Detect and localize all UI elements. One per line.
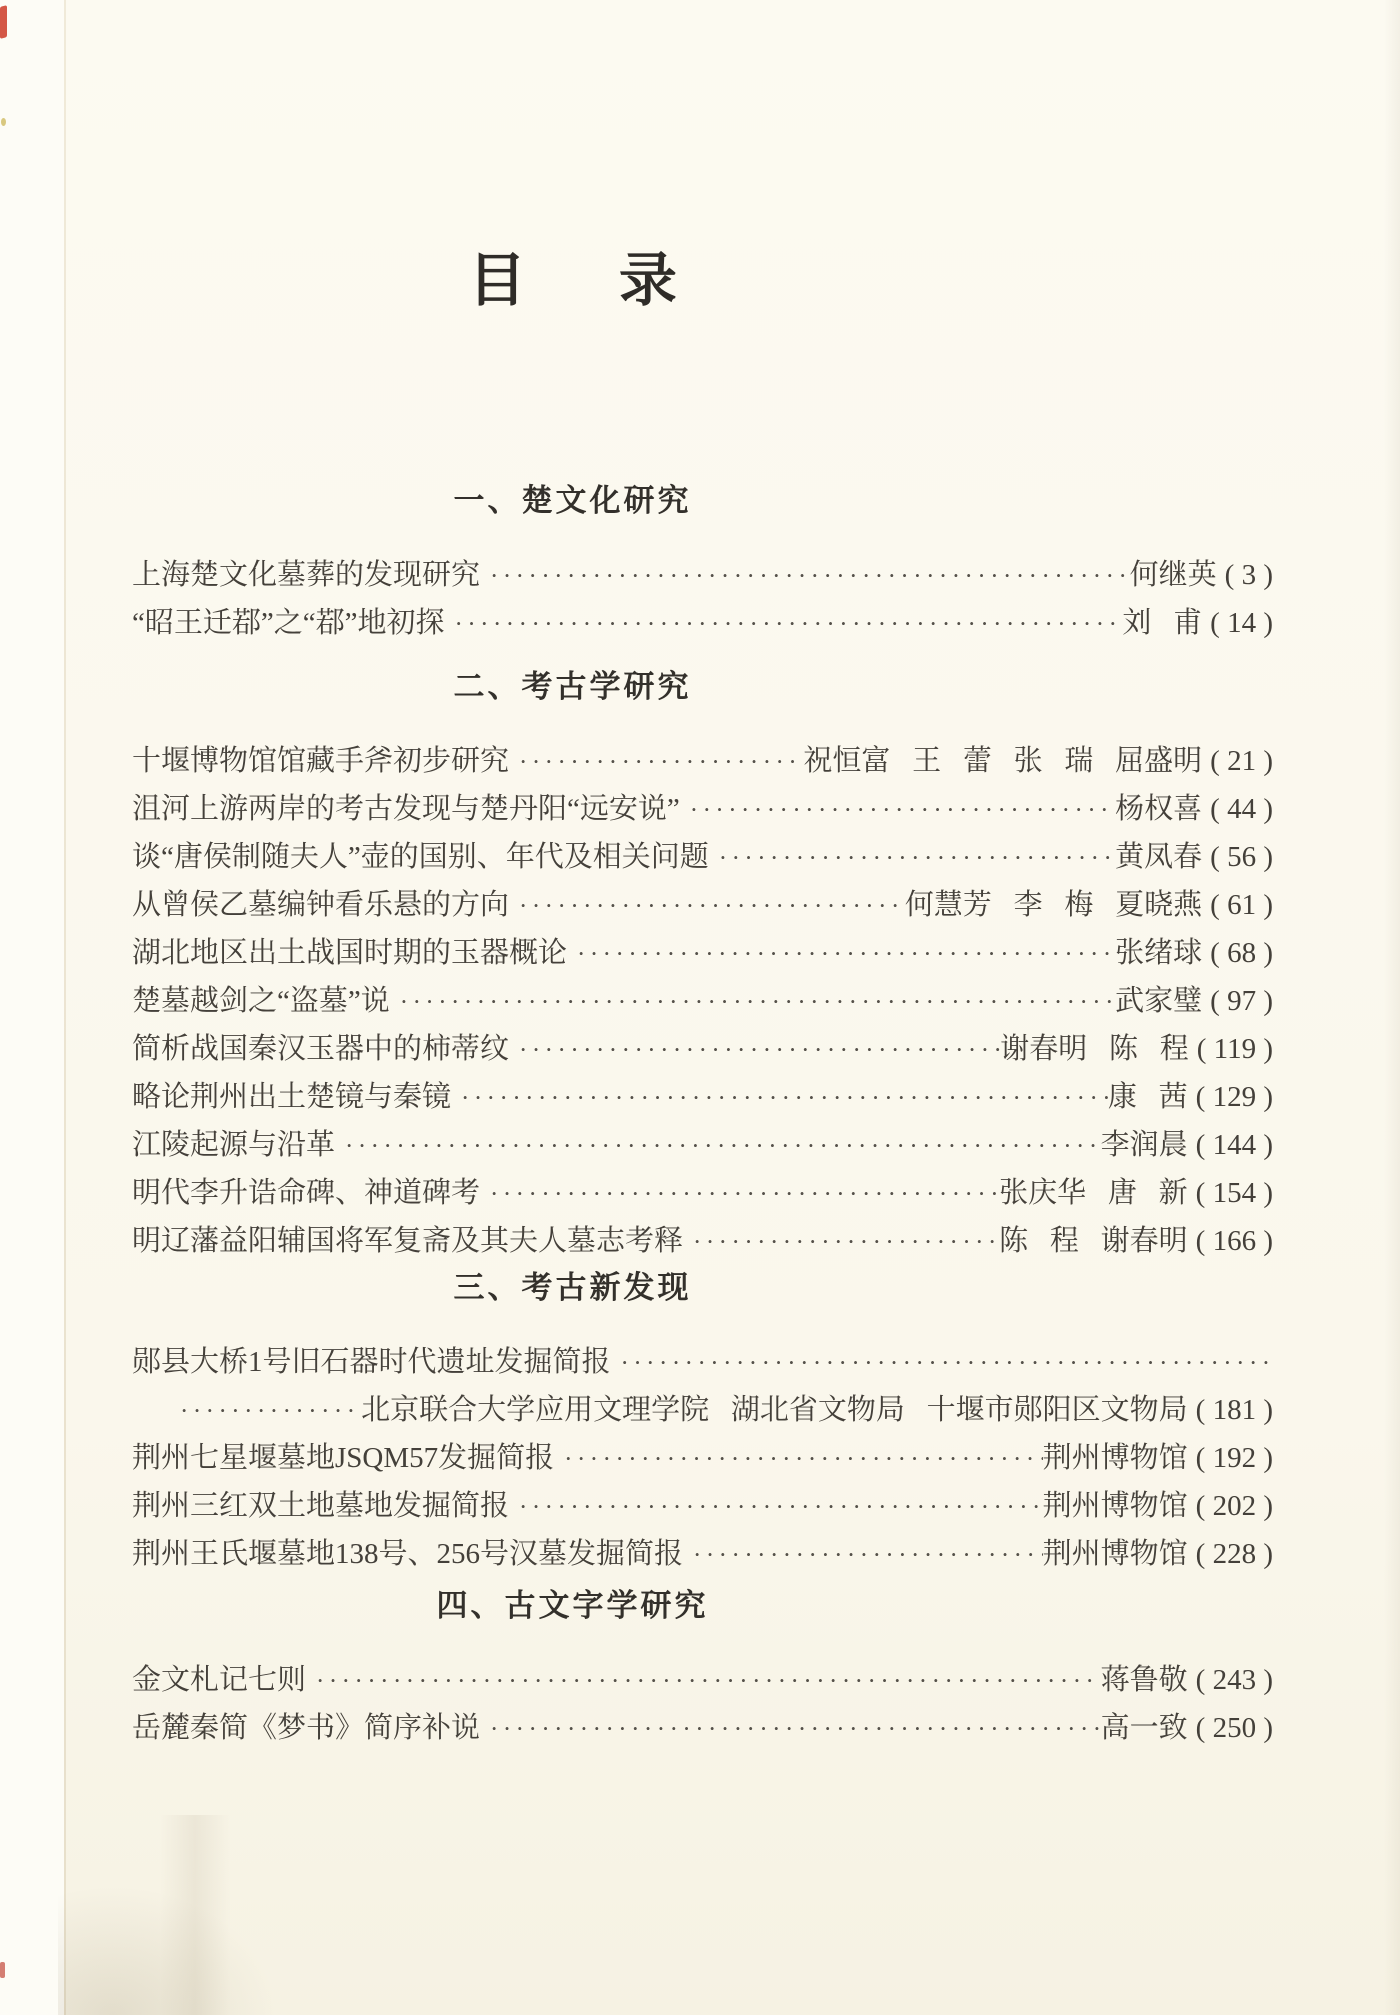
toc-entry bbox=[132, 1218, 1273, 1266]
section-heading: 二、考古学研究 bbox=[453, 669, 692, 704]
toc-entry bbox=[132, 786, 1273, 834]
entry-page-number: ( 181 ) bbox=[1195, 1394, 1273, 1426]
entry-title: 楚墓越剑之“盗墓”说 bbox=[132, 985, 390, 1017]
entry-page-number: ( 68 ) bbox=[1210, 937, 1273, 969]
dot-leader bbox=[480, 1706, 1101, 1753]
entry-title: 江陵起源与沿革 bbox=[132, 1129, 336, 1161]
section-entries bbox=[132, 738, 1273, 1266]
entry-authors: 荆州博物馆 bbox=[1042, 1538, 1188, 1570]
dot-leader bbox=[509, 1484, 1043, 1531]
entry-page-number: ( 97 ) bbox=[1210, 985, 1273, 1017]
entry-authors: 张庆华 唐 新 bbox=[999, 1177, 1188, 1209]
entry-page-number: ( 166 ) bbox=[1195, 1225, 1273, 1257]
toc-entry bbox=[132, 882, 1273, 930]
entry-authors: 康 茜 bbox=[1107, 1081, 1188, 1113]
section-paleography bbox=[132, 1589, 1273, 1753]
dot-leader bbox=[509, 739, 803, 786]
entry-title: 郧县大桥1号旧石器时代遗址发掘简报 bbox=[132, 1346, 611, 1378]
toc-entry bbox=[132, 1435, 1273, 1483]
entry-page-number: ( 202 ) bbox=[1195, 1490, 1273, 1522]
toc-entry-continuation-line bbox=[132, 1387, 1273, 1435]
entry-title: 简析战国秦汉玉器中的柿蒂纹 bbox=[132, 1033, 510, 1065]
entry-title: 荆州三红双土地墓地发掘简报 bbox=[132, 1490, 510, 1522]
section-archaeology-research bbox=[132, 670, 1273, 1266]
scan-artifact-speck bbox=[1, 118, 6, 126]
dot-leader bbox=[683, 1532, 1043, 1579]
dot-leader bbox=[509, 1027, 1000, 1074]
entry-title: 荆州王氏堰墓地138号、256号汉墓发掘简报 bbox=[132, 1538, 684, 1570]
dot-leader bbox=[445, 601, 1123, 648]
toc-entry bbox=[132, 1122, 1273, 1170]
entry-title: 十堰博物馆馆藏手斧初步研究 bbox=[132, 745, 510, 777]
entry-authors: 何慧芳 李 梅 夏晓燕 bbox=[904, 889, 1203, 921]
section-entries bbox=[132, 552, 1273, 648]
section-entries bbox=[132, 1657, 1273, 1753]
dot-leader bbox=[709, 835, 1115, 882]
entry-authors: 何继英 bbox=[1129, 559, 1217, 591]
dot-leader bbox=[335, 1123, 1101, 1170]
entry-title: 上海楚文化墓葬的发现研究 bbox=[132, 559, 481, 591]
entry-authors: 张绪球 bbox=[1115, 937, 1203, 969]
toc-entry bbox=[132, 738, 1273, 786]
entry-title: 沮河上游两岸的考古发现与楚丹阳“远安说” bbox=[132, 793, 680, 825]
entry-page-number: ( 192 ) bbox=[1195, 1442, 1273, 1474]
entry-title: 金文札记七则 bbox=[132, 1664, 307, 1696]
entry-authors: 杨权喜 bbox=[1115, 793, 1203, 825]
dot-leader bbox=[683, 1219, 999, 1266]
entry-page-number: ( 119 ) bbox=[1196, 1033, 1273, 1065]
toc-entry bbox=[132, 600, 1273, 648]
entry-page-number: ( 250 ) bbox=[1195, 1712, 1273, 1744]
toc-entry bbox=[132, 930, 1273, 978]
entry-authors: 蒋鲁敬 bbox=[1100, 1664, 1188, 1696]
entry-page-number: ( 21 ) bbox=[1210, 745, 1273, 777]
entry-authors: 陈 程 谢春明 bbox=[999, 1225, 1188, 1257]
entry-page-number: ( 14 ) bbox=[1210, 607, 1273, 639]
toc-entry bbox=[132, 1170, 1273, 1218]
section-heading: 三、考古新发现 bbox=[453, 1270, 692, 1305]
entry-title: “昭王迁鄀”之“鄀”地初探 bbox=[132, 607, 445, 639]
dot-leader bbox=[611, 1340, 1273, 1387]
entry-authors: 李润晨 bbox=[1100, 1129, 1188, 1161]
section-entries bbox=[132, 1339, 1273, 1579]
entry-title: 湖北地区出土战国时期的玉器概论 bbox=[132, 937, 568, 969]
entry-authors: 北京联合大学应用文理学院 湖北省文物局 十堰市郧阳区文物局 bbox=[361, 1394, 1188, 1426]
entry-page-number: ( 154 ) bbox=[1195, 1177, 1273, 1209]
section-chu-culture bbox=[132, 484, 1273, 648]
page-right-shade bbox=[1384, 0, 1400, 2015]
dot-leader bbox=[480, 553, 1130, 600]
entry-authors: 祝恒富 王 蕾 张 瑞 屈盛明 bbox=[803, 745, 1203, 777]
entry-page-number: ( 144 ) bbox=[1195, 1129, 1273, 1161]
dot-leader bbox=[306, 1658, 1101, 1705]
section-heading: 四、古文字学研究 bbox=[436, 1588, 709, 1623]
entry-page-number: ( 44 ) bbox=[1210, 793, 1273, 825]
entry-page-number: ( 228 ) bbox=[1195, 1538, 1273, 1570]
entry-authors: 刘 甫 bbox=[1122, 607, 1203, 639]
entry-authors: 谢春明 陈 程 bbox=[1000, 1033, 1189, 1065]
dot-leader bbox=[567, 931, 1115, 978]
section-heading: 一、楚文化研究 bbox=[453, 483, 692, 518]
toc-entry bbox=[132, 1657, 1273, 1705]
entry-page-number: ( 56 ) bbox=[1210, 841, 1273, 873]
toc-entry bbox=[132, 1531, 1273, 1579]
toc-entry bbox=[132, 834, 1273, 882]
binding-crease bbox=[160, 1815, 230, 2015]
toc-entry-title-line bbox=[132, 1339, 1273, 1387]
scan-artifact-red-top bbox=[0, 5, 7, 39]
entry-title: 谈“唐侯制随夫人”壶的国别、年代及相关问题 bbox=[132, 841, 709, 873]
entry-page-number: ( 61 ) bbox=[1210, 889, 1273, 921]
entry-title: 岳麓秦简《梦书》简序补说 bbox=[132, 1712, 481, 1744]
scan-artifact-red-bottom bbox=[0, 1962, 5, 1978]
entry-page-number: ( 129 ) bbox=[1195, 1081, 1273, 1113]
dot-leader bbox=[451, 1075, 1108, 1122]
toc-entry bbox=[132, 1705, 1273, 1753]
dot-leader bbox=[680, 787, 1115, 834]
toc-entry bbox=[132, 1026, 1273, 1074]
entry-title: 略论荆州出土楚镜与秦镜 bbox=[132, 1081, 452, 1113]
toc-entry bbox=[132, 552, 1273, 600]
entry-title: 从曾侯乙墓编钟看乐悬的方向 bbox=[132, 889, 510, 921]
entry-authors: 荆州博物馆 bbox=[1042, 1442, 1188, 1474]
toc-entry bbox=[132, 1074, 1273, 1122]
dot-leader bbox=[480, 1171, 999, 1218]
entry-authors: 武家璧 bbox=[1115, 985, 1203, 1017]
toc-entry bbox=[132, 978, 1273, 1026]
page-title: 目录 bbox=[468, 248, 770, 313]
section-new-discoveries bbox=[132, 1271, 1273, 1579]
dot-leader bbox=[390, 979, 1115, 1026]
entry-title: 明辽藩益阳辅国将军复斋及其夫人墓志考释 bbox=[132, 1225, 684, 1257]
dot-leader bbox=[554, 1436, 1043, 1483]
entry-page-number: ( 243 ) bbox=[1195, 1664, 1273, 1696]
dot-leader bbox=[509, 883, 905, 930]
toc-entry bbox=[132, 1483, 1273, 1531]
entry-authors: 黄凤春 bbox=[1115, 841, 1203, 873]
entry-authors: 高一致 bbox=[1100, 1712, 1188, 1744]
entry-title: 荆州七星堰墓地JSQM57发掘简报 bbox=[132, 1442, 555, 1474]
entry-title: 明代李升诰命碑、神道碑考 bbox=[132, 1177, 481, 1209]
entry-authors: 荆州博物馆 bbox=[1042, 1490, 1188, 1522]
entry-page-number: ( 3 ) bbox=[1224, 559, 1273, 591]
toc-content bbox=[132, 0, 1273, 1753]
dot-leader bbox=[170, 1388, 361, 1435]
